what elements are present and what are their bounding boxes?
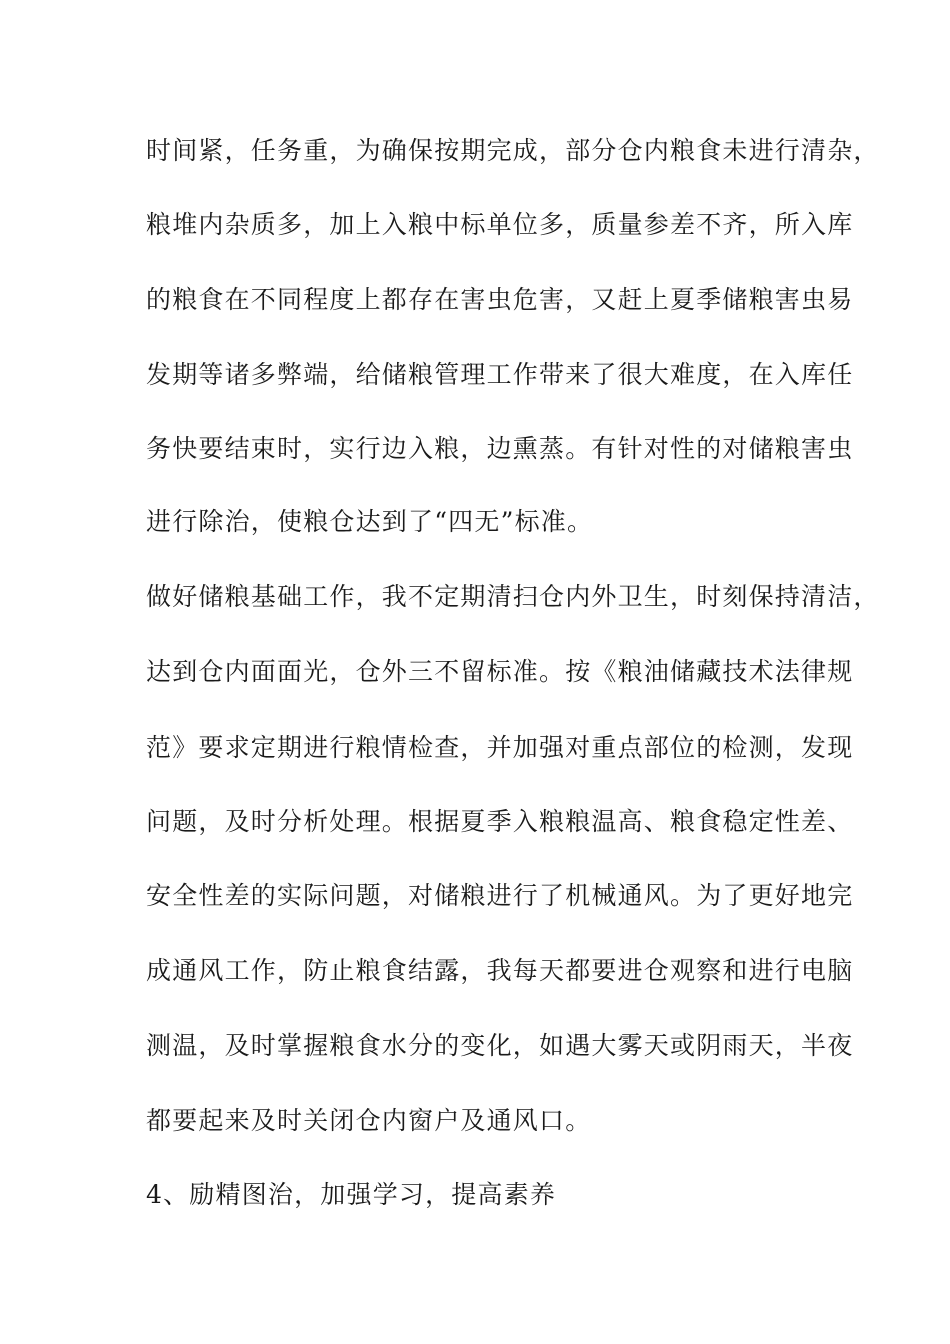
paragraph-line-7: 做好储粮基础工作，我不定期清扫仓内外卫生，时刻保持清洁，: [146, 582, 880, 611]
paragraph-line-9: 范》要求定期进行粮情检查，并加强对重点部位的检测，发现: [146, 733, 854, 762]
paragraph-line-11: 安全性差的实际问题，对储粮进行了机械通风。为了更好地完: [146, 881, 854, 910]
paragraph-line-10: 问题，及时分析处理。根据夏季入粮粮温高、粮食稳定性差、: [146, 807, 854, 836]
section-heading: 4、励精图治，加强学习，提高素养: [146, 1180, 557, 1209]
paragraph-line-2: 粮堆内杂质多，加上入粮中标单位多，质量参差不齐，所入库: [146, 210, 854, 239]
paragraph-line-6: 进行除治，使粮仓达到了“四无”标准。: [146, 507, 594, 536]
paragraph-line-14: 都要起来及时关闭仓内窗户及通风口。: [146, 1106, 592, 1135]
paragraph-line-13: 测温，及时掌握粮食水分的变化，如遇大雾天或阴雨天，半夜: [146, 1031, 854, 1060]
paragraph-line-5: 务快要结束时，实行边入粮，边熏蒸。有针对性的对储粮害虫: [146, 434, 854, 463]
paragraph-line-12: 成通风工作，防止粮食结露，我每天都要进仓观察和进行电脑: [146, 956, 854, 985]
paragraph-line-3: 的粮食在不同程度上都存在害虫危害，又赶上夏季储粮害虫易: [146, 285, 854, 314]
paragraph-line-1: 时间紧，任务重，为确保按期完成，部分仓内粮食未进行清杂，: [146, 136, 880, 165]
paragraph-line-4: 发期等诸多弊端，给储粮管理工作带来了很大难度，在入库任: [146, 360, 854, 389]
paragraph-line-8: 达到仓内面面光，仓外三不留标准。按《粮油储藏技术法律规: [146, 657, 854, 686]
